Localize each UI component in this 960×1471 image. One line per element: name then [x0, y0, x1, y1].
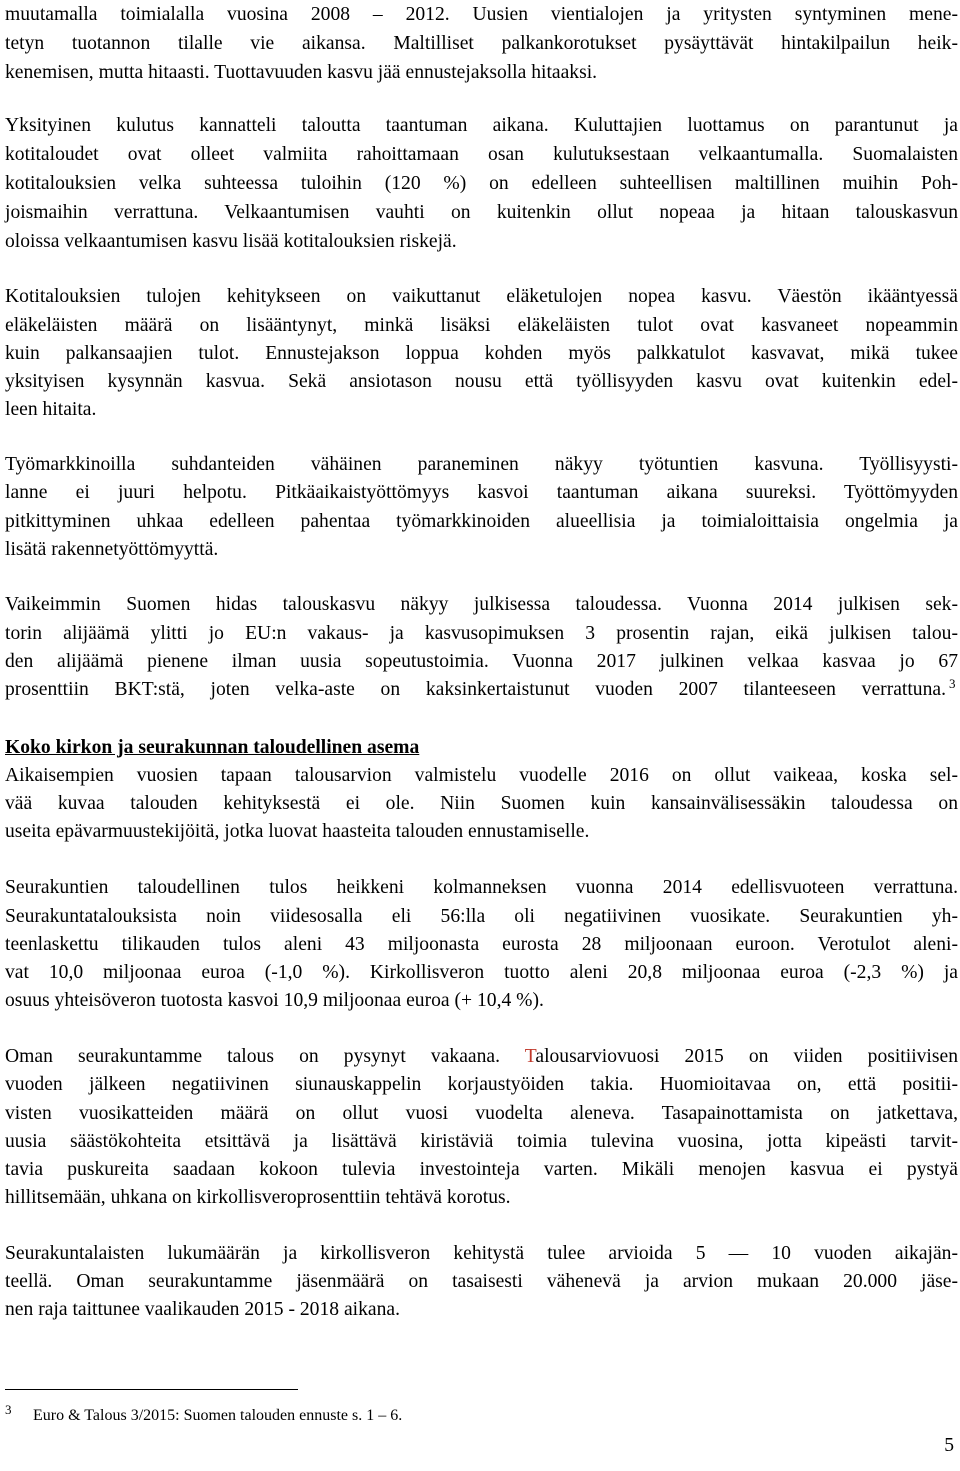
text-run: Oman seurakuntamme talous on pysynyt vakaana. [5, 1046, 525, 1067]
footnote-reference[interactable]: 3 [949, 676, 956, 691]
footnote-text: Euro & Talous 3/2015: Suomen talouden ennuste s. 1 – 6. [33, 1407, 403, 1424]
text-line: yksityisen kysynnän kasvua. Sekä ansiotason nousu että työllisyyden kasvu ovat kuitenkin edel- [5, 371, 958, 392]
text-line: muutamalla toimialalla vuosina 2008 – 2012. Uusien vientialojen ja yritysten syntyminen mene- [5, 4, 958, 25]
text-line: Vaikeimmin Suomen hidas talouskasvu näkyy julkisessa taloudessa. Vuonna 2014 julkisen sek- [5, 594, 958, 615]
text-line: vuoden jälkeen negatiivinen siunauskappelin korjaustyöiden takia. Huomioitavaa on, että positii- [5, 1074, 958, 1095]
text-line: eläkeläisten määrä on lisääntynyt, minkä lisäksi eläkeläisten tulot ovat kasvaneet nopeammin [5, 315, 958, 336]
text-line: tetyn tuotannon tilalle vie aikansa. Maltilliset palkankorotukset pysäyttävät hintakilpailun heik- [5, 33, 958, 54]
highlighted-letter: T [524, 1046, 536, 1067]
footnote-separator [5, 1389, 298, 1390]
text-line: nen raja taittunee vaalikauden 2015 - 2018 aikana. [5, 1299, 400, 1320]
text-line: Työmarkkinoilla suhdanteiden vähäinen paraneminen näkyy työtuntien kasvuna. Työllisyysti- [5, 454, 958, 475]
text-line: Kotitalouksien tulojen kehitykseen on vaikuttanut eläketulojen nopea kasvu. Väestön ikääntyessä [5, 286, 958, 307]
text-line: den alijäämä pienene ilman uusia sopeutustoimia. Vuonna 2017 julkinen velkaa kasvaa jo 67 [5, 651, 958, 672]
text-line: Seurakuntalaisten lukumäärän ja kirkollisveron kehitystä tulee arvioida 5 — 10 vuoden aikajän- [5, 1243, 958, 1264]
text-line: teellä. Oman seurakuntamme jäsenmäärä on tasaisesti vähenevä ja arvion mukaan 20.000 jäse- [5, 1271, 958, 1292]
text-line: lisätä rakennetyöttömyyttä. [5, 539, 219, 560]
text-line: pitkittyminen uhkaa edelleen pahentaa työmarkkinoiden alueellisia ja toimialoittaisia ongelmia ja [5, 511, 958, 532]
text-line: osuus yhteisöveron tuotosta kasvoi 10,9 miljoonaa euroa (+ 10,4 %). [5, 990, 544, 1011]
text-line: useita epävarmuustekijöitä, jotka luovat haasteita talouden ennustamiselle. [5, 821, 590, 842]
text-line: tavia puskureita saadaan kokoon tulevia investointeja varten. Mikäli menojen kasvua ei pystyä [5, 1159, 958, 1180]
text-line: vat 10,0 miljoonaa euroa (-1,0 %). Kirkollisveron tuotto aleni 20,8 miljoonaa euroa (-2,3 %) ja [5, 962, 958, 983]
page-number: 5 [944, 1435, 954, 1456]
text-line: torin alijäämä ylitti jo EU:n vakaus- ja kasvusopimuksen 3 prosentin rajan, eikä julkisen talou- [5, 623, 958, 644]
text-line: Yksityinen kulutus kannatteli taloutta taantuman aikana. Kuluttajien luottamus on parantunut ja [5, 115, 958, 136]
text-line: kotitalouksien velka suhteessa tuloihin (120 %) on edelleen suhteellisen maltillinen muihin Poh- [5, 173, 958, 194]
text-run: alousarviovuosi 2015 on viiden positiivisen [535, 1046, 958, 1067]
text-line: lanne ei juuri helpotu. Pitkäaikaistyöttömyys kasvoi taantuman aikana suureksi. Työttömyyden [5, 482, 958, 503]
text-line: kenemisen, mutta hitaasti. Tuottavuuden kasvu jää ennustejaksolla hitaaksi. [5, 62, 598, 83]
section-heading: Koko kirkon ja seurakunnan taloudellinen asema [5, 737, 420, 758]
text-line: teenlaskettu tilikauden tulos aleni 43 miljoonasta eurosta 28 miljoonaan euroon. Verotulot aleni- [5, 934, 958, 955]
text-line: kotitaloudet ovat olleet valmiita rahoittamaan osan kulutuksestaan velkaantumalla. Suomalaisten [5, 144, 958, 165]
text-line: uusia säästökohteita etsittävä ja lisättävä kiristäviä toimia tulevina vuosina, jotta kipeästi tarvit- [5, 1131, 958, 1152]
text-line: oloissa velkaantumisen kasvu lisää kotitalouksien riskejä. [5, 231, 457, 252]
text-line: hillitsemään, uhkana on kirkollisveroprosenttiin tehtävä korotus. [5, 1187, 511, 1208]
text-line: Seurakuntatalouksista noin viidesosalla eli 56:lla oli negatiivinen vuosikate. Seurakuntien yh- [5, 906, 958, 927]
text-line: Aikaisempien vuosien tapaan talousarvion valmistelu vuodelle 2016 on ollut vaikeaa, koska sel- [5, 765, 958, 786]
text-line: joismaihin verrattuna. Velkaantumisen vauhti on kuitenkin ollut nopeaa ja hitaan talouskasvun [5, 202, 958, 223]
text-line: visten vuosikatteiden määrä on ollut vuosi vuodelta aleneva. Tasapainottamista on jatkettava, [5, 1103, 958, 1124]
text-line: prosenttiin BKT:stä, joten velka-aste on kaksinkertaistunut vuoden 2007 tilanteeseen verrattuna. [5, 679, 946, 700]
text-line: kuin palkansaajien tulot. Ennustejakson loppua kohden myös palkkatulot kasvavat, mikä tukee [5, 343, 958, 364]
text-line: Seurakuntien taloudellinen tulos heikkeni kolmanneksen vuonna 2014 edellisvuoteen verrattuna. [5, 877, 958, 898]
text-line: vää kuvaa talouden kehityksestä ei ole. Niin Suomen kuin kansainvälisessäkin taloudessa on [5, 793, 958, 814]
footnote-mark: 3 [5, 1402, 12, 1417]
text-line [5, 1042, 958, 1071]
text-line: leen hitaita. [5, 399, 97, 420]
